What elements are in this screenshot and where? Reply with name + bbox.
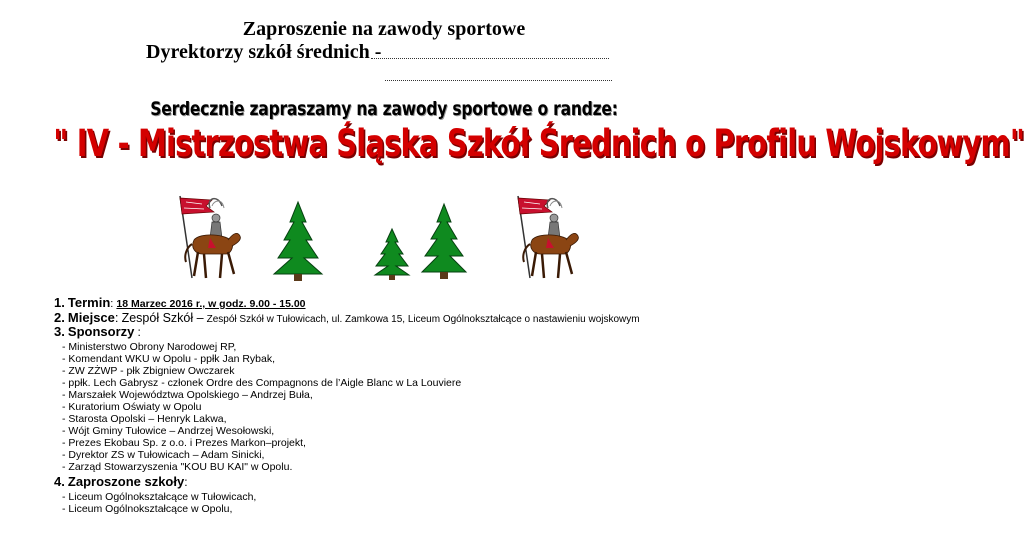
hussar-knight-with-banner-icon bbox=[510, 192, 584, 284]
pine-tree-icon bbox=[372, 228, 412, 280]
page-title: Zaproszenie na zawody sportowe bbox=[242, 18, 526, 40]
list-item: - Marszałek Województwa Opolskiego – Andrzej Buła, bbox=[62, 389, 313, 401]
section-miejsce bbox=[54, 312, 640, 326]
termin-value: 18 Marzec 2016 r., w godz. 9.00 - 15.00 bbox=[116, 298, 306, 310]
list-item: - Kuratorium Oświaty w Opolu bbox=[62, 401, 202, 413]
section-colon: : bbox=[137, 325, 141, 339]
section-szkoly bbox=[54, 476, 188, 489]
list-item: - ZW ZŻWP - płk Zbigniew Owczarek bbox=[62, 365, 235, 377]
list-item: - ppłk. Lech Gabrysz - członek Ordre des Compagnons de l’Aigle Blanc w La Louviere bbox=[62, 377, 462, 389]
pine-tree-icon bbox=[418, 202, 470, 280]
section-termin bbox=[54, 297, 306, 310]
list-item: - Wójt Gminy Tułowice – Andrzej Wesołowski, bbox=[62, 425, 275, 437]
list-item: - Liceum Ogólnokształcące w Tułowicach, bbox=[62, 491, 257, 503]
addressee-line: Dyrektorzy szkół średnich - bbox=[146, 41, 382, 63]
section-number: 3. bbox=[54, 324, 65, 339]
dotted-fill-line bbox=[371, 58, 609, 59]
miejsce-lead: Zespół Szkół – bbox=[121, 311, 204, 325]
list-item: - Liceum Ogólnokształcące w Opolu, bbox=[62, 503, 233, 515]
section-label: Zaproszone szkoły bbox=[67, 474, 185, 489]
section-label: Sponsorzy bbox=[67, 324, 135, 339]
event-title: " IV - Mistrzostwa Śląska Szkół Średnich o Profilu Wojskowym" bbox=[53, 122, 1024, 165]
section-colon: : bbox=[114, 310, 119, 325]
section-number: 1. bbox=[54, 295, 65, 310]
list-item: - Ministerstwo Obrony Narodowej RP, bbox=[62, 341, 237, 353]
section-label: Miejsce bbox=[67, 310, 115, 325]
section-number: 2. bbox=[54, 310, 65, 325]
section-label: Termin bbox=[67, 295, 111, 310]
section-number: 4. bbox=[54, 474, 65, 489]
dotted-fill-line bbox=[385, 80, 612, 81]
miejsce-value: Zespół Szkół w Tułowicach, ul. Zamkowa 15, Liceum Ogólnokształcące o nastawieniu wojskowym bbox=[206, 314, 640, 325]
section-colon: : bbox=[184, 475, 188, 489]
list-item: - Komendant WKU w Opolu - ppłk Jan Rybak, bbox=[62, 353, 276, 365]
list-item: - Dyrektor ZS w Tułowicach – Adam Sinicki, bbox=[62, 449, 265, 461]
list-item: - Starosta Opolski – Henryk Lakwa, bbox=[62, 413, 227, 425]
invite-line: Serdecznie zapraszamy na zawody sportowe o randze: bbox=[150, 98, 618, 120]
list-item: - Prezes Ekobau Sp. z o.o. i Prezes Markon–projekt, bbox=[62, 437, 306, 449]
hussar-knight-with-banner-icon bbox=[172, 192, 246, 284]
list-item: - Zarząd Stowarzyszenia "KOU BU KAI" w Opolu. bbox=[62, 461, 293, 473]
section-colon: : bbox=[110, 298, 114, 310]
section-sponsorzy bbox=[54, 326, 141, 339]
pine-tree-icon bbox=[270, 200, 326, 282]
